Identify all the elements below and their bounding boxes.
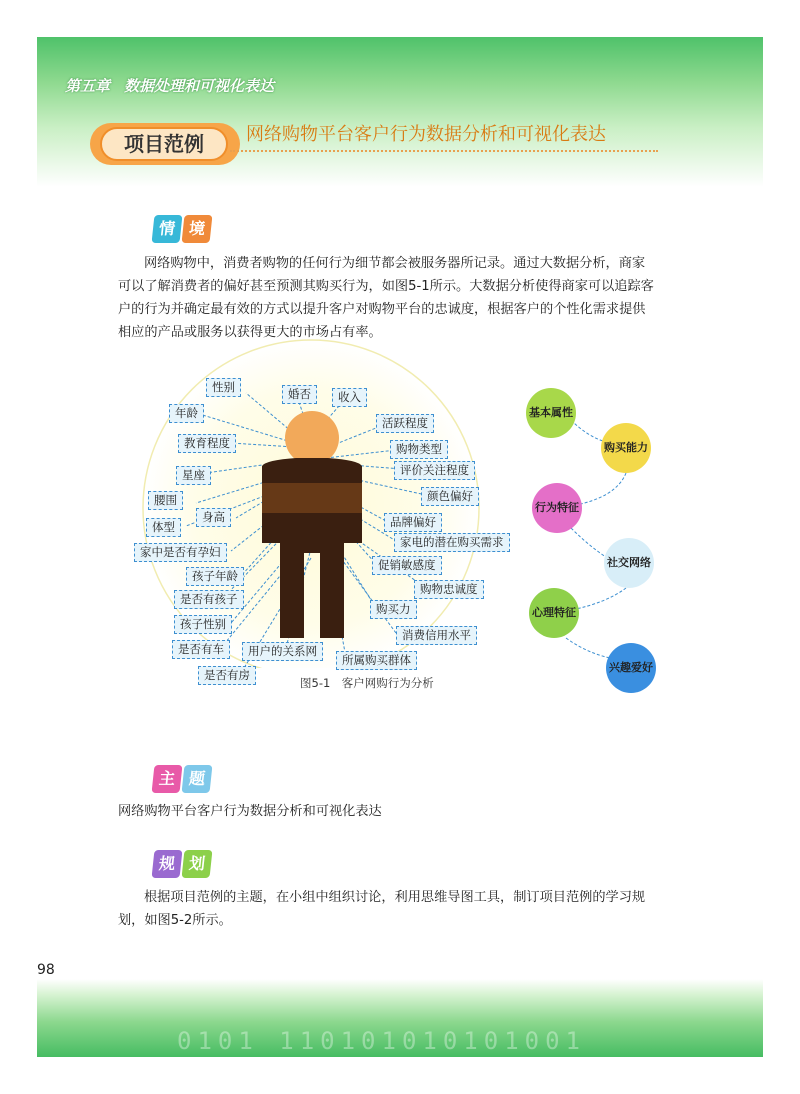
label-age: 年龄 — [169, 404, 204, 423]
theme-tag — [153, 765, 213, 793]
label-has-house: 是否有房 — [198, 666, 256, 685]
label-loyalty: 购物忠诚度 — [414, 580, 484, 599]
plan-tag — [153, 850, 213, 878]
chapter-number: 第五章 — [65, 77, 111, 95]
figure-caption: 图5-1 客户网购行为分析 — [300, 676, 434, 690]
label-purchasing-power: 购买力 — [370, 600, 417, 619]
chapter-heading — [65, 75, 288, 96]
label-buyer-group: 所属购买群体 — [336, 651, 417, 670]
label-pregnant: 家中是否有孕妇 — [134, 543, 227, 562]
section-title-underline — [230, 150, 658, 152]
situation-tag-char-2: 境 — [182, 215, 213, 243]
theme-tag-char-1: 主 — [152, 765, 183, 793]
label-has-car: 是否有车 — [172, 640, 230, 659]
label-income: 收入 — [332, 388, 367, 407]
label-review-attention: 评价关注程度 — [394, 461, 475, 480]
page-number: 98 — [37, 962, 55, 978]
situation-tag-char-1: 情 — [152, 215, 183, 243]
label-promo-sensitivity: 促销敏感度 — [372, 556, 442, 575]
plan-tag-char-1: 规 — [152, 850, 183, 878]
bubble-basic-attributes: 基本属性 — [526, 388, 576, 438]
label-credit-level: 消费信用水平 — [396, 626, 477, 645]
label-activity: 活跃程度 — [376, 414, 434, 433]
figure-customer-behavior — [96, 338, 696, 682]
bubble-behavior-traits: 行为特征 — [532, 483, 582, 533]
bubble-psychology: 心理特征 — [529, 588, 579, 638]
label-brand-pref: 品牌偏好 — [384, 513, 442, 532]
label-body-type: 体型 — [146, 518, 181, 537]
person-torso-band — [262, 483, 362, 513]
bubble-interests: 兴趣爱好 — [606, 643, 656, 693]
person-head — [285, 411, 339, 465]
label-zodiac: 星座 — [176, 466, 211, 485]
bubble-purchasing-ability: 购买能力 — [601, 423, 651, 473]
label-color-pref: 颜色偏好 — [421, 487, 479, 506]
label-height: 身高 — [196, 508, 231, 527]
label-social-network: 用户的关系网 — [242, 642, 323, 661]
footer-binary-digits: 0101 110101010101001 — [177, 1027, 586, 1055]
chapter-title: 数据处理和可视化表达 — [124, 77, 275, 95]
footer-band — [37, 979, 763, 1057]
label-child-gender: 孩子性别 — [174, 615, 232, 634]
label-appliance-demand: 家电的潜在购买需求 — [394, 533, 510, 552]
bubble-social-network: 社交网络 — [604, 538, 654, 588]
label-education: 教育程度 — [178, 434, 236, 453]
label-gender: 性别 — [206, 378, 241, 397]
plan-tag-char-2: 划 — [182, 850, 213, 878]
section-title: 网络购物平台客户行为数据分析和可视化表达 — [246, 124, 606, 145]
section-badge-label: 项目范例 — [124, 132, 204, 156]
label-shopping-type: 购物类型 — [390, 440, 448, 459]
plan-paragraph: 根据项目范例的主题，在小组中组织讨论，利用思维导图工具，制订项目范例的学习规划，如图5-2所示。 — [118, 890, 646, 928]
situation-tag — [153, 215, 213, 243]
theme-tag-char-2: 题 — [182, 765, 213, 793]
bubble-connector-4 — [571, 588, 626, 610]
label-has-child: 是否有孩子 — [174, 590, 244, 609]
label-waist: 腰围 — [148, 491, 183, 510]
label-child-age: 孩子年龄 — [186, 567, 244, 586]
situation-paragraph: 网络购物中，消费者购物的任何行为细节都会被服务器所记录。通过大数据分析，商家可以了解消费者的偏好甚至预测其购买行为，如图5-1所示。大数据分析使得商家可以追踪客户的行为并确定最有效的方式以提升客户对购物平台的忠诚度，根据客户的个性化需求提供相应的产品或服务以获得更大的市场占有率。 — [118, 256, 654, 340]
theme-text: 网络购物平台客户行为数据分析和可视化表达 — [118, 804, 382, 819]
label-married: 婚否 — [282, 385, 317, 404]
